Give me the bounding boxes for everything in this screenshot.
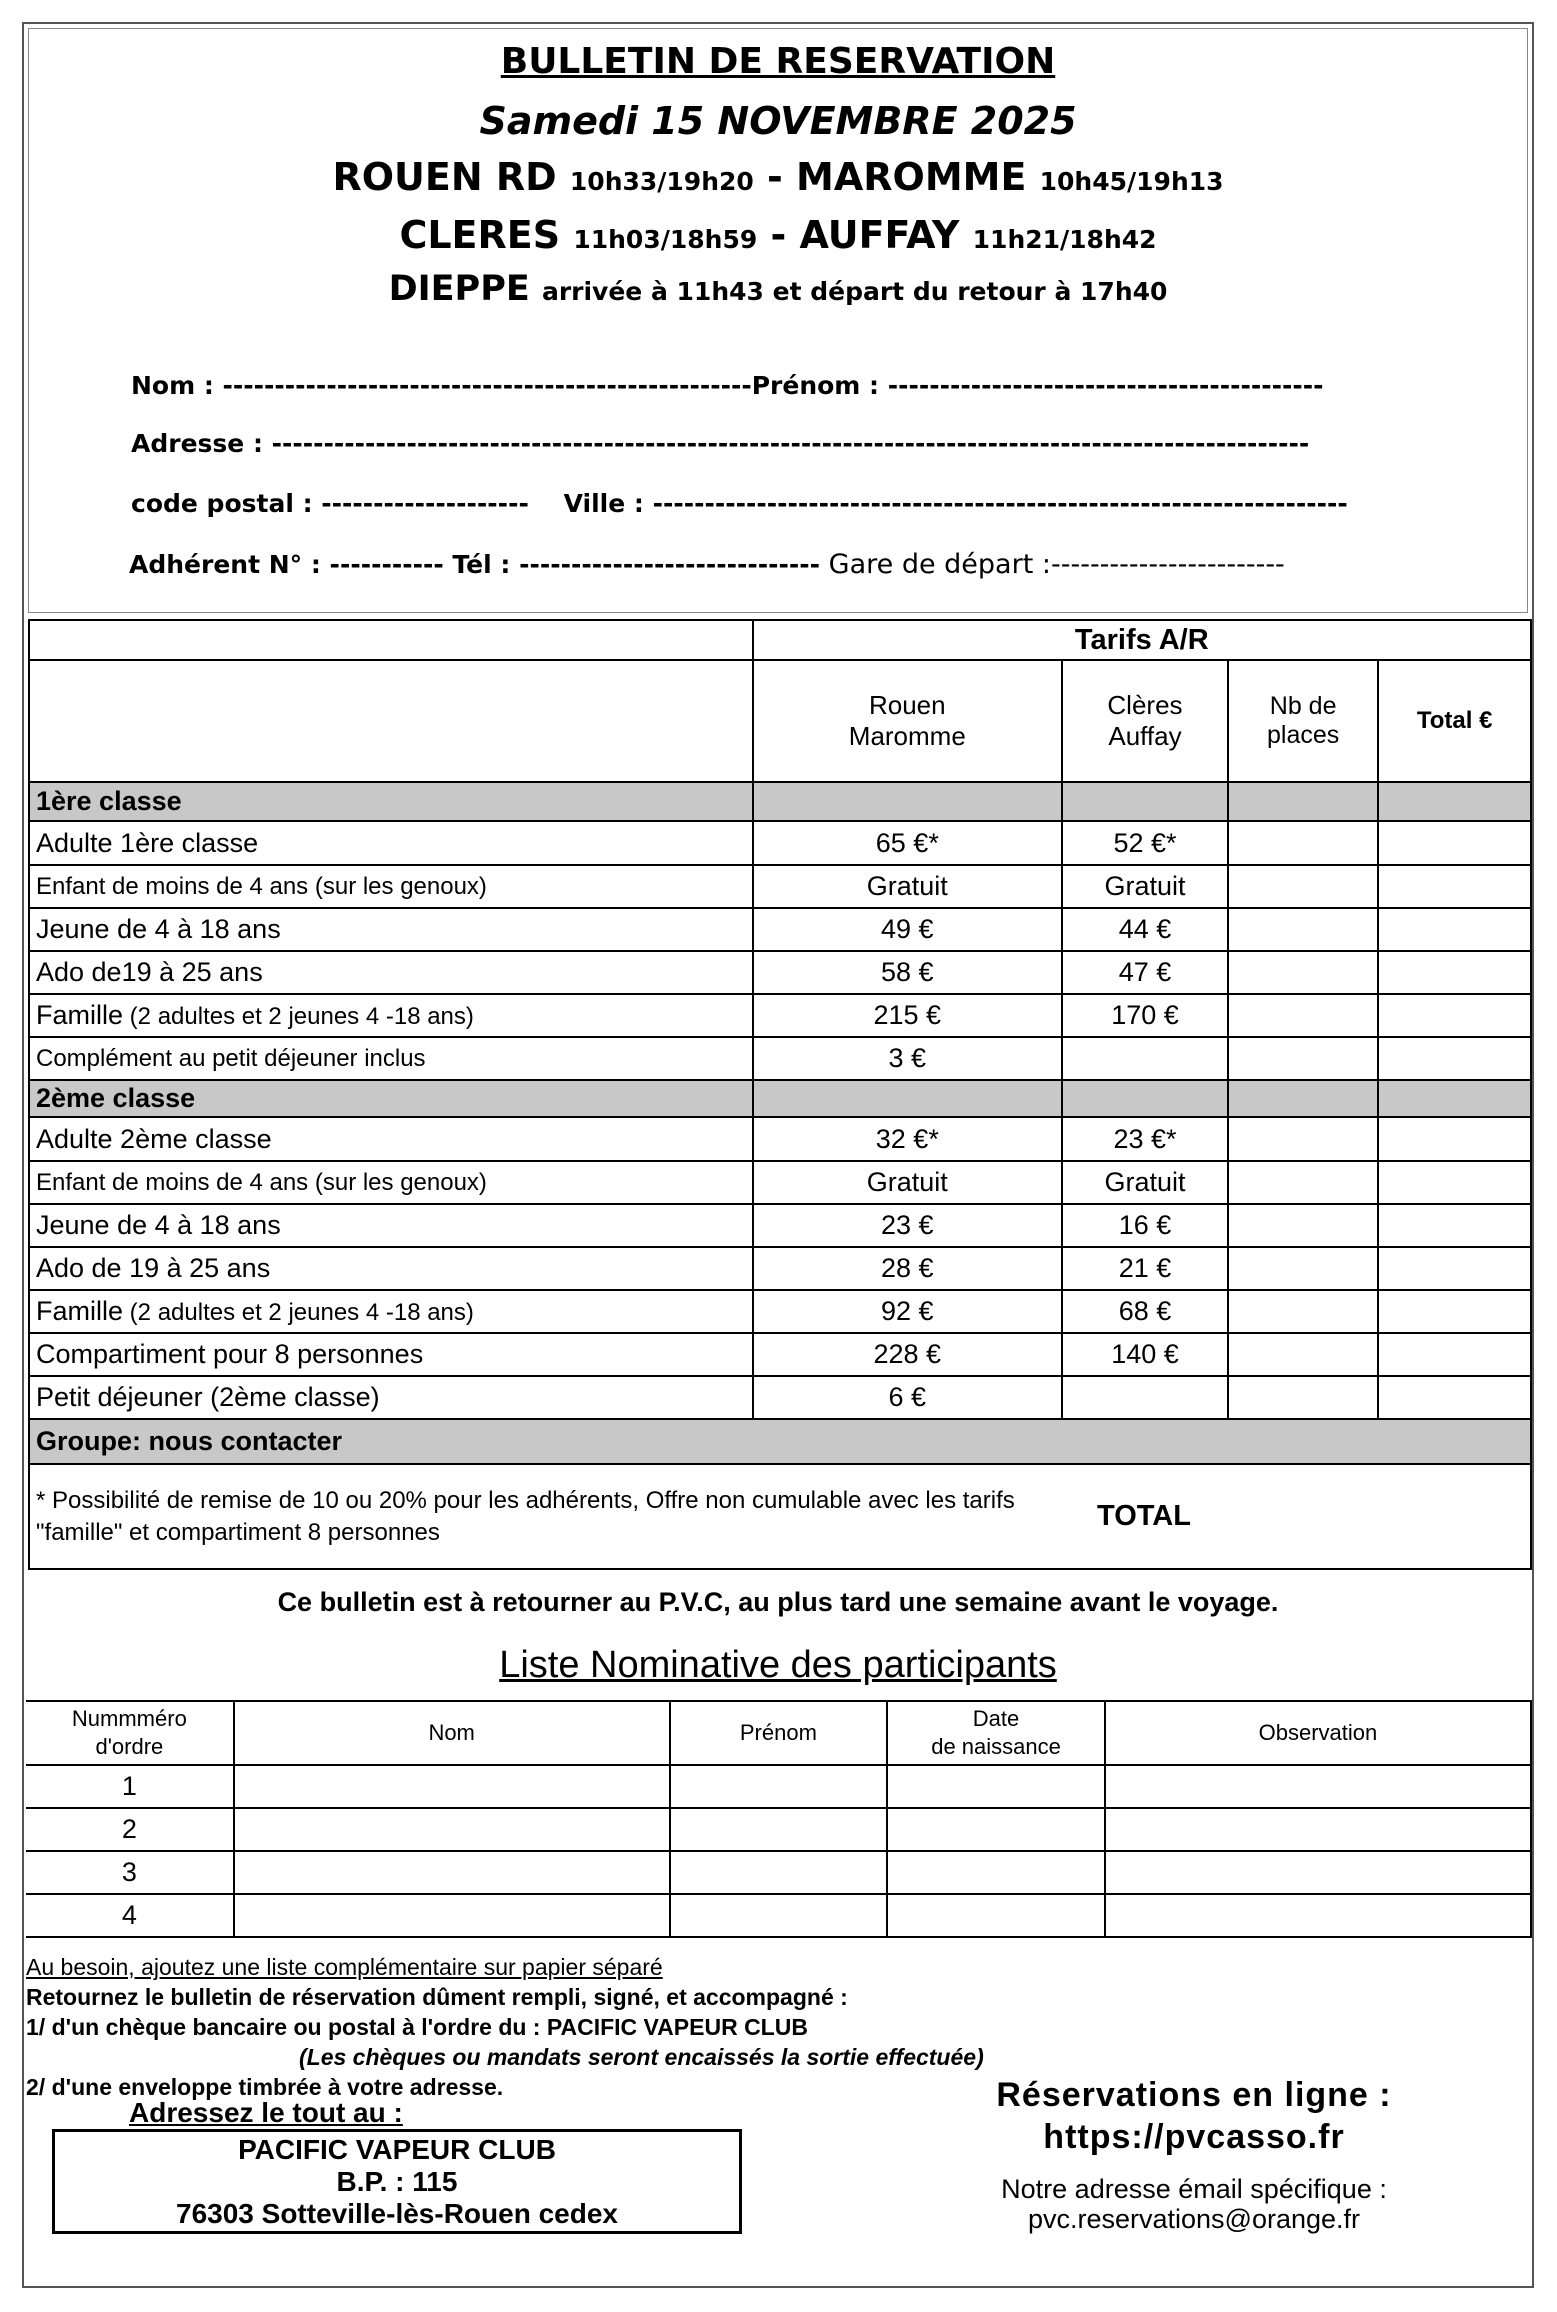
price-rouen: 215 € <box>753 994 1062 1037</box>
row-label: Petit déjeuner (2ème classe) <box>29 1376 753 1419</box>
row-label: Enfant de moins de 4 ans (sur les genoux) <box>29 1161 753 1204</box>
website-link[interactable]: https://pvcasso.fr <box>1043 2118 1345 2156</box>
field-gare-depart[interactable]: Gare de départ :------------------------ <box>828 549 1285 580</box>
row-label: Adulte 1ère classe <box>29 821 753 865</box>
price-rouen: Gratuit <box>753 865 1062 908</box>
participant-row <box>26 1894 1531 1937</box>
places-input[interactable] <box>1228 1204 1378 1247</box>
tariff-row <box>29 865 1531 908</box>
total-input[interactable] <box>1378 1204 1531 1247</box>
total-input[interactable] <box>1378 1333 1531 1376</box>
section-1-title: 1ère classe <box>29 782 753 821</box>
header-box <box>28 28 1528 613</box>
address-line-3: 76303 Sotteville-lès-Rouen cedex <box>176 2198 618 2229</box>
col-date-naissance: Date de naissance <box>887 1701 1105 1765</box>
places-input[interactable] <box>1228 1247 1378 1290</box>
observation-input[interactable] <box>1105 1851 1531 1894</box>
row-label: Ado de19 à 25 ans <box>29 951 753 994</box>
participants-title: Liste Nominative des participants <box>499 1644 1057 1686</box>
tariff-row <box>29 1117 1531 1161</box>
address-line-2: B.P. : 115 <box>336 2166 458 2197</box>
col-observation: Observation <box>1105 1701 1531 1765</box>
row-label-detail: (2 adultes et 2 jeunes 4 -18 ans) <box>123 1299 474 1326</box>
price-rouen: 49 € <box>753 908 1062 951</box>
date-input[interactable] <box>887 1808 1105 1851</box>
places-input[interactable] <box>1228 1376 1378 1419</box>
online-reservation-heading: Réservations en ligne : <box>996 2076 1392 2114</box>
row-number: 1 <box>26 1765 234 1808</box>
tarifs-group-header: Tarifs A/R <box>753 620 1531 660</box>
tariff-row <box>29 1333 1531 1376</box>
return-instructions: Retournez le bulletin de réservation dûment rempli, signé, et accompagné : <box>26 1984 848 2010</box>
prenom-input[interactable] <box>670 1851 888 1894</box>
grand-total[interactable] <box>1062 1464 1531 1569</box>
price-cleres: 23 €* <box>1062 1117 1228 1161</box>
total-input[interactable] <box>1378 994 1531 1037</box>
tariff-row <box>29 1247 1531 1290</box>
address-line-1: PACIFIC VAPEUR CLUB <box>238 2134 556 2165</box>
observation-input[interactable] <box>1105 1808 1531 1851</box>
price-cleres: 170 € <box>1062 994 1228 1037</box>
price-cleres: Gratuit <box>1062 1161 1228 1204</box>
participant-row <box>26 1808 1531 1851</box>
tariff-row <box>29 1037 1531 1080</box>
row-label <box>29 1290 753 1333</box>
separator: - <box>757 213 800 257</box>
price-cleres: 21 € <box>1062 1247 1228 1290</box>
tariff-row <box>29 951 1531 994</box>
row-label: Ado de 19 à 25 ans <box>29 1247 753 1290</box>
row-number: 4 <box>26 1894 234 1937</box>
places-input[interactable] <box>1228 1333 1378 1376</box>
places-input[interactable] <box>1228 951 1378 994</box>
row-label: Jeune de 4 à 18 ans <box>29 1204 753 1247</box>
schedule-line-1 <box>29 155 1527 199</box>
station-cleres: CLERES <box>399 213 561 257</box>
station-auffay: AUFFAY <box>799 213 960 257</box>
cheque-cashing-note: (Les chèques ou mandats seront encaissés la sortie effectuée) <box>299 2044 984 2070</box>
section-header <box>29 782 1531 821</box>
row-label-main: Famille <box>36 1000 124 1030</box>
total-input[interactable] <box>1378 1290 1531 1333</box>
note-row <box>29 1464 1531 1569</box>
date-input[interactable] <box>887 1851 1105 1894</box>
col-rouen-maromme: Rouen Maromme <box>753 660 1062 782</box>
schedule-line-2 <box>29 213 1527 257</box>
email-label: Notre adresse émail spécifique : <box>1001 2174 1387 2204</box>
total-input[interactable] <box>1378 951 1531 994</box>
price-rouen: 92 € <box>753 1290 1062 1333</box>
empty-corner-2 <box>29 660 753 782</box>
price-cleres: 47 € <box>1062 951 1228 994</box>
price-cleres: 44 € <box>1062 908 1228 951</box>
tariff-row <box>29 1290 1531 1333</box>
places-input[interactable] <box>1228 908 1378 951</box>
price-cleres: 68 € <box>1062 1290 1228 1333</box>
row-label: Compartiment pour 8 personnes <box>29 1333 753 1376</box>
places-input[interactable] <box>1228 1161 1378 1204</box>
price-cleres <box>1062 1037 1228 1080</box>
row-number: 2 <box>26 1808 234 1851</box>
station-maromme: MAROMME <box>796 155 1027 199</box>
places-input[interactable] <box>1228 865 1378 908</box>
price-rouen: 65 €* <box>753 821 1062 865</box>
cheque-instruction: 1/ d'un chèque bancaire ou postal à l'ordre du : PACIFIC VAPEUR CLUB <box>26 2014 808 2040</box>
envelope-instruction: 2/ d'une enveloppe timbrée à votre adresse. <box>26 2074 504 2100</box>
total-input[interactable] <box>1378 1376 1531 1419</box>
field-nom-prenom[interactable]: Nom : ---------------------------------------------------Prénom : ------------------------------------------ <box>131 371 1324 400</box>
tariff-row <box>29 1204 1531 1247</box>
field-adherent-label: Adhérent N° : ----------- Tél : ----------------------------- <box>129 550 829 579</box>
col-prenom: Prénom <box>670 1701 888 1765</box>
address-label: Adressez le tout au : <box>129 2097 403 2128</box>
price-rouen: 23 € <box>753 1204 1062 1247</box>
total-input[interactable] <box>1378 1161 1531 1204</box>
col-numero: Nummméro d'ordre <box>26 1701 234 1765</box>
col-nom: Nom <box>234 1701 670 1765</box>
price-cleres: 52 €* <box>1062 821 1228 865</box>
nom-input[interactable] <box>234 1894 670 1937</box>
tariff-row <box>29 994 1531 1037</box>
tariff-row <box>29 908 1531 951</box>
time-auffay: 11h21/18h42 <box>972 225 1157 254</box>
nom-input[interactable] <box>234 1765 670 1808</box>
participants-table <box>26 1700 1532 1938</box>
station-dieppe: DIEPPE <box>388 269 530 309</box>
price-cleres: 140 € <box>1062 1333 1228 1376</box>
places-input[interactable] <box>1228 1117 1378 1161</box>
form-title: BULLETIN DE RESERVATION <box>500 41 1056 82</box>
email-link[interactable]: pvc.reservations@orange.fr <box>1027 2204 1361 2234</box>
price-rouen: 32 €* <box>753 1117 1062 1161</box>
total-label: TOTAL <box>1097 1500 1191 1532</box>
prenom-input[interactable] <box>670 1808 888 1851</box>
participant-row <box>26 1851 1531 1894</box>
total-input[interactable] <box>1378 908 1531 951</box>
postal-address-box <box>52 2129 742 2234</box>
price-rouen: Gratuit <box>753 1161 1062 1204</box>
total-input[interactable] <box>1378 865 1531 908</box>
row-label: Adulte 2ème classe <box>29 1117 753 1161</box>
time-maromme: 10h45/19h13 <box>1039 167 1224 196</box>
station-rouen: ROUEN RD <box>332 155 557 199</box>
tariff-row <box>29 1376 1531 1419</box>
section-2-title: 2ème classe <box>29 1080 753 1117</box>
tariff-row <box>29 1161 1531 1204</box>
date-input[interactable] <box>887 1765 1105 1808</box>
places-input[interactable] <box>1228 994 1378 1037</box>
groupe-contact: Groupe: nous contacter <box>29 1419 1531 1464</box>
row-label: Complément au petit déjeuner inclus <box>29 1037 753 1080</box>
time-rouen: 10h33/19h20 <box>569 167 754 196</box>
trip-date: Samedi 15 NOVEMBRE 2025 <box>479 99 1077 143</box>
places-input[interactable] <box>1228 1037 1378 1080</box>
prenom-input[interactable] <box>670 1765 888 1808</box>
places-input[interactable] <box>1228 1290 1378 1333</box>
price-cleres: Gratuit <box>1062 865 1228 908</box>
complement-note: Au besoin, ajoutez une liste complémentaire sur papier séparé <box>26 1954 663 1980</box>
observation-input[interactable] <box>1105 1765 1531 1808</box>
field-code-postal-ville[interactable]: code postal : -------------------- Ville : ------------------------------------------------------------------- <box>131 489 1348 518</box>
prenom-input[interactable] <box>670 1894 888 1937</box>
row-number: 3 <box>26 1851 234 1894</box>
time-dieppe: arrivée à 11h43 et départ du retour à 17h40 <box>541 277 1168 306</box>
participant-row <box>26 1765 1531 1808</box>
section-header <box>29 1080 1531 1117</box>
discount-note-text: * Possibilité de remise de 10 ou 20% pour les adhérents, Offre non cumulable avec les tarifs "famille" et compartiment 8 personnes <box>36 1486 1015 1546</box>
col-cleres-auffay: Clères Auffay <box>1062 660 1228 782</box>
discount-note <box>29 1464 1062 1569</box>
total-input[interactable] <box>1378 1037 1531 1080</box>
schedule-line-3 <box>29 269 1527 309</box>
row-label-main: Famille <box>36 1296 124 1326</box>
price-cleres <box>1062 1376 1228 1419</box>
row-label-detail: (2 adultes et 2 jeunes 4 -18 ans) <box>123 1003 474 1030</box>
total-input[interactable] <box>1378 1247 1531 1290</box>
time-cleres: 11h03/18h59 <box>573 225 758 254</box>
empty-corner <box>29 620 753 660</box>
total-input[interactable] <box>1378 1117 1531 1161</box>
field-adresse[interactable]: Adresse : ---------------------------------------------------------------------------------------------------- <box>131 429 1310 458</box>
reservation-form <box>22 22 1534 2288</box>
groupe-row <box>29 1419 1531 1464</box>
col-total: Total € <box>1378 660 1531 782</box>
price-cleres: 16 € <box>1062 1204 1228 1247</box>
price-rouen: 228 € <box>753 1333 1062 1376</box>
price-rouen: 28 € <box>753 1247 1062 1290</box>
price-rouen: 6 € <box>753 1376 1062 1419</box>
field-adherent-tel[interactable] <box>129 549 1285 580</box>
row-label: Enfant de moins de 4 ans (sur les genoux) <box>29 865 753 908</box>
places-input[interactable] <box>1228 821 1378 865</box>
tariff-row <box>29 821 1531 865</box>
total-input[interactable] <box>1378 821 1531 865</box>
date-input[interactable] <box>887 1894 1105 1937</box>
price-rouen: 58 € <box>753 951 1062 994</box>
row-label <box>29 994 753 1037</box>
nom-input[interactable] <box>234 1808 670 1851</box>
tariff-table <box>28 619 1532 1570</box>
col-nb-places: Nb de places <box>1228 660 1378 782</box>
price-rouen: 3 € <box>753 1037 1062 1080</box>
return-notice: Ce bulletin est à retourner au P.V.C, au plus tard une semaine avant le voyage. <box>277 1587 1279 1617</box>
separator: - <box>753 155 797 199</box>
row-label: Jeune de 4 à 18 ans <box>29 908 753 951</box>
observation-input[interactable] <box>1105 1894 1531 1937</box>
nom-input[interactable] <box>234 1851 670 1894</box>
